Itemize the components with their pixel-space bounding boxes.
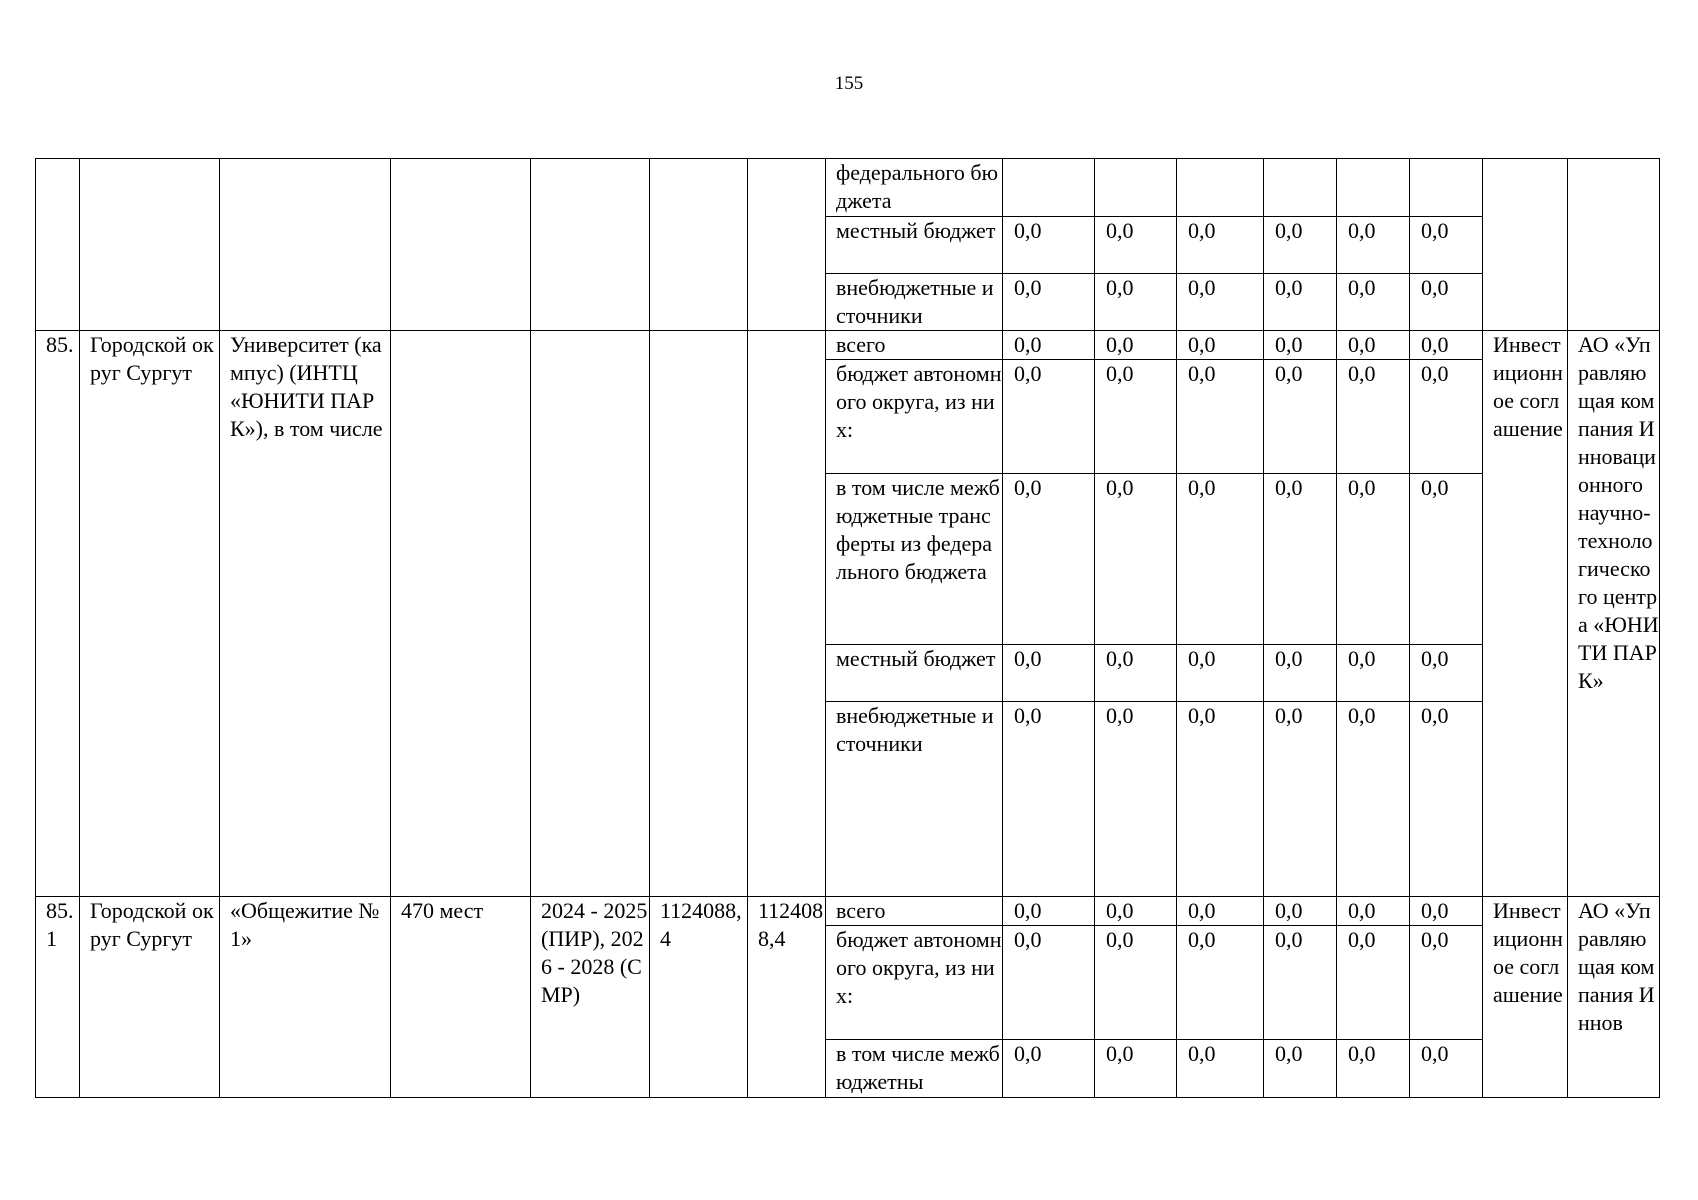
table-row [36,331,1660,360]
value-cell: 0,0 [1337,474,1410,645]
period-cell: 2024 - 2025 (ПИР), 2026 - 2028 (СМР) [531,897,650,1098]
territory-cell: Городской округ Сургут [80,331,220,897]
value-cell: 0,0 [1337,217,1410,274]
value-cell: 0,0 [1264,217,1337,274]
value-cell: 0,0 [1410,474,1483,645]
cell-empty [36,159,80,331]
cell-empty [80,159,220,331]
cell-empty [1483,159,1568,331]
mechanism-cell: Инвестиционное соглашение [1483,897,1568,1098]
value-cell: 0,0 [1337,360,1410,474]
value-cell: 0,0 [1095,331,1177,360]
source-label: местный бюджет [826,645,1003,702]
cell-empty [531,159,650,331]
budget-table-wrapper [35,158,1660,1098]
capacity-cell [391,331,531,897]
value-cell: 0,0 [1095,274,1177,331]
value-cell: 0,0 [1264,645,1337,702]
cost-cell: 1124088,4 [650,897,748,1098]
value-cell: 0,0 [1003,645,1095,702]
value-cell: 0,0 [1095,645,1177,702]
row-number: 85.1 [36,897,80,1098]
value-cell: 0,0 [1177,474,1264,645]
value-cell: 0,0 [1003,274,1095,331]
value-cell: 0,0 [1337,897,1410,926]
value-cell: 0,0 [1410,897,1483,926]
value-cell [1264,159,1337,217]
value-cell: 0,0 [1410,645,1483,702]
value-cell: 0,0 [1410,217,1483,274]
source-label: всего [826,897,1003,926]
value-cell [1410,159,1483,217]
cost-cell [650,331,748,897]
period-cell [531,331,650,897]
page-number: 155 [834,73,864,94]
source-label: в том числе межбюджетны [826,1040,1003,1098]
value-cell: 0,0 [1337,702,1410,897]
value-cell [1003,159,1095,217]
value-cell: 0,0 [1264,331,1337,360]
value-cell: 0,0 [1264,897,1337,926]
value-cell: 0,0 [1264,274,1337,331]
source-label: в том числе межбюджетные трансферты из федерального бюджета [826,474,1003,645]
source-label: бюджет автономного округа, из них: [826,360,1003,474]
source-label: внебюджетные источники [826,702,1003,897]
source-label: всего [826,331,1003,360]
value-cell: 0,0 [1410,702,1483,897]
cell-empty [391,159,531,331]
cell-empty [748,159,826,331]
value-cell: 0,0 [1003,331,1095,360]
value-cell: 0,0 [1095,926,1177,1040]
object-cell: Университет (кампус) (ИНТЦ «ЮНИТИ ПАРК»), в том числе [220,331,391,897]
object-cell: «Общежитие № 1» [220,897,391,1098]
value-cell: 0,0 [1003,474,1095,645]
value-cell: 0,0 [1264,474,1337,645]
value-cell [1095,159,1177,217]
value-cell: 0,0 [1003,1040,1095,1098]
value-cell [1177,159,1264,217]
source-label: бюджет автономного округа, из них: [826,926,1003,1040]
value-cell: 0,0 [1003,897,1095,926]
cell-empty [1568,159,1660,331]
value-cell: 0,0 [1177,217,1264,274]
capacity-cell: 470 мест [391,897,531,1098]
budget-table [35,158,1660,1098]
source-label: федерального бюджета [826,159,1003,217]
value-cell: 0,0 [1410,331,1483,360]
value-cell: 0,0 [1095,1040,1177,1098]
value-cell: 0,0 [1095,217,1177,274]
value-cell: 0,0 [1337,274,1410,331]
value-cell: 0,0 [1410,274,1483,331]
value-cell: 0,0 [1003,926,1095,1040]
table-row [36,897,1660,926]
value-cell: 0,0 [1095,474,1177,645]
value-cell: 0,0 [1095,360,1177,474]
value-cell: 0,0 [1003,217,1095,274]
value-cell: 0,0 [1177,360,1264,474]
mechanism-cell: Инвестиционное соглашение [1483,331,1568,897]
value-cell: 0,0 [1264,360,1337,474]
limit-cell [748,331,826,897]
value-cell: 0,0 [1177,926,1264,1040]
value-cell: 0,0 [1337,1040,1410,1098]
value-cell: 0,0 [1095,702,1177,897]
value-cell: 0,0 [1410,360,1483,474]
value-cell: 0,0 [1410,926,1483,1040]
owner-cell: АО «Управляющая компания Иннов [1568,897,1660,1098]
value-cell: 0,0 [1177,331,1264,360]
value-cell: 0,0 [1177,274,1264,331]
value-cell: 0,0 [1177,645,1264,702]
value-cell: 0,0 [1003,360,1095,474]
value-cell: 0,0 [1410,1040,1483,1098]
value-cell: 0,0 [1095,897,1177,926]
value-cell: 0,0 [1264,1040,1337,1098]
value-cell: 0,0 [1177,702,1264,897]
value-cell: 0,0 [1264,702,1337,897]
table-row [36,159,1660,217]
value-cell: 0,0 [1337,331,1410,360]
row-number: 85. [36,331,80,897]
cell-empty [220,159,391,331]
value-cell: 0,0 [1264,926,1337,1040]
source-label: местный бюджет [826,217,1003,274]
source-label: внебюджетные источники [826,274,1003,331]
value-cell: 0,0 [1337,926,1410,1040]
owner-cell: АО «Управляющая компания Инновационного научно-технологического центра «ЮНИТИ ПАРК» [1568,331,1660,897]
value-cell: 0,0 [1003,702,1095,897]
territory-cell: Городской округ Сургут [80,897,220,1098]
value-cell [1337,159,1410,217]
value-cell: 0,0 [1177,1040,1264,1098]
limit-cell: 1124088,4 [748,897,826,1098]
cell-empty [650,159,748,331]
value-cell: 0,0 [1177,897,1264,926]
value-cell: 0,0 [1337,645,1410,702]
